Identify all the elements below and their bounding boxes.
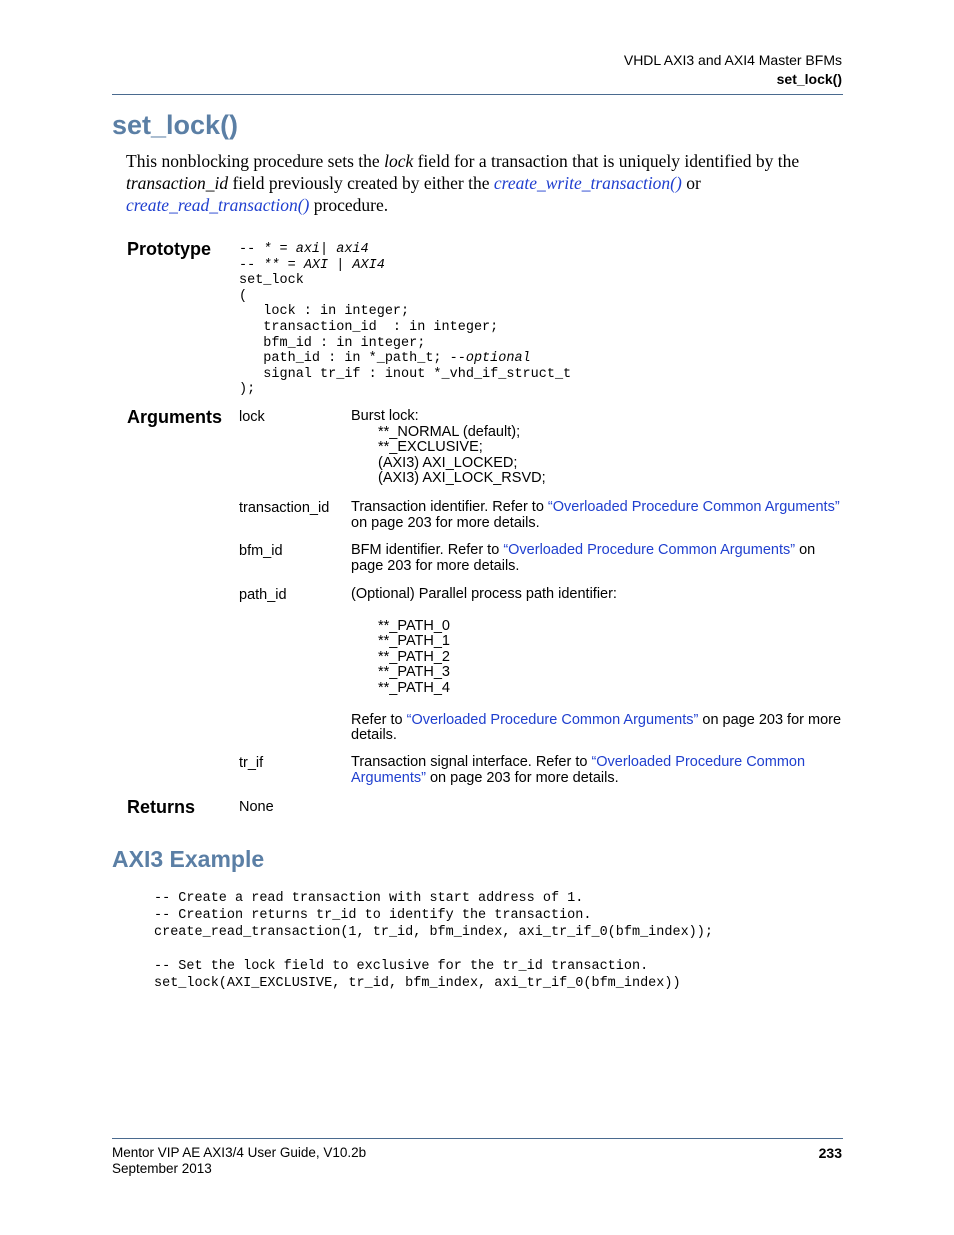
code-comment-prefix-2: -- [239,257,264,273]
arg-name-transaction-id: transaction_id [239,500,330,516]
running-header-title: VHDL AXI3 and AXI4 Master BFMs [623,52,842,68]
path-option: **_PATH_1 [378,633,450,650]
code-comment-2: ** = AXI | AXI4 [263,257,385,273]
intro-text-5: procedure. [309,195,389,215]
code-tail: signal tr_if : inout *_vhd_if_struct_t ); [239,366,572,398]
returns-value: None [239,799,274,815]
overloaded-args-link[interactable]: “Overloaded Procedure Common Arguments” [547,499,840,515]
bfm-id-pre: BFM identifier. Refer to [351,542,504,558]
prototype-label: Prototype [127,239,212,259]
returns-label: Returns [127,797,196,817]
code-optional: optional [465,351,531,367]
intro-tid-word: transaction_id [126,173,229,193]
transaction-id-pre: Transaction identifier. Refer to [351,499,548,515]
running-header-subtitle: set_lock() [776,71,842,87]
code-comment-prefix-1: -- [239,242,264,257]
intro-lock-word: lock [384,151,414,171]
page-number: 233 [818,1145,842,1161]
intro-text-2: field for a transaction that is uniquely identified by the [413,151,800,171]
footer-rule [112,1138,843,1139]
arg-name-lock: lock [239,409,265,425]
tr-if-post: on page 203 for more details. [425,769,619,786]
create-read-transaction-link[interactable]: create_read_transaction() [126,195,310,215]
arg-name-bfm-id: bfm_id [239,543,283,559]
path-option: **_PATH_4 [378,679,450,696]
path-option: **_PATH_3 [378,664,450,681]
create-write-transaction-link[interactable]: create_write_transaction() [493,173,682,193]
bfm-id-post: on page 203 for more details. [351,542,816,574]
arg-desc-path-id [351,587,846,744]
overloaded-args-link[interactable]: “Overloaded Procedure Common Arguments” [406,711,699,728]
arg-desc-bfm-id [351,543,846,574]
path-id-post: on page 203 for more details. [351,711,842,744]
header-rule [112,94,843,95]
path-option: **_PATH_0 [378,617,450,634]
arg-desc-tr-if [351,755,846,786]
path-option: **_PATH_2 [378,648,450,665]
prototype-code [239,242,571,398]
intro-paragraph [126,150,846,216]
lock-option: (AXI3) AXI_LOCKED; [378,454,518,471]
lock-option: **_EXCLUSIVE; [378,439,483,456]
lock-option: **_NORMAL (default); [378,423,521,440]
intro-text-4: or [681,173,701,193]
overloaded-args-link[interactable]: “Overloaded Procedure Common Arguments” [503,542,796,558]
intro-text-1: This nonblocking procedure sets the [126,151,385,171]
transaction-id-post: on page 203 for more details. [351,514,540,531]
arg-name-tr-if: tr_if [239,755,264,771]
arg-name-path-id: path_id [239,587,287,603]
footer-guide: Mentor VIP AE AXI3/4 User Guide, V10.2b [112,1145,367,1160]
arg-desc-lock [351,409,846,487]
example-title: AXI3 Example [112,846,265,872]
path-id-refer [351,713,846,744]
arguments-label: Arguments [127,407,223,427]
arg-desc-transaction-id [351,500,846,531]
example-code: -- Create a read transaction with start address of 1. -- Creation returns tr_id to identify the transaction. create_read_transaction(1, tr_id, bfm_index, axi_tr_if_0(bfm_index)); -- Set the lock field to exclusive for the tr_id transaction. set_lock(AXI_EXCLUSIVE, tr_id, bfm_index, axi_tr_if_0(bfm_index)) [154,891,713,991]
code-body: set_lock ( lock : in integer; transaction_id : in integer; bfm_id : in integer; path_id : in *_path_t; -- [239,273,499,367]
section-title: set_lock() [112,110,239,140]
intro-text-3: field previously created by either the [228,173,494,193]
path-id-desc: (Optional) Parallel process path identifier: [351,586,617,602]
lock-desc: Burst lock: [351,408,419,424]
code-comment-1: * = axi| axi4 [263,242,369,257]
footer-date: September 2013 [112,1161,212,1176]
path-id-pre: Refer to [351,711,407,728]
overloaded-args-link[interactable]: “Overloaded Procedure Common Arguments” [351,754,806,786]
lock-option: (AXI3) AXI_LOCK_RSVD; [378,470,546,487]
tr-if-pre: Transaction signal interface. Refer to [351,754,592,770]
